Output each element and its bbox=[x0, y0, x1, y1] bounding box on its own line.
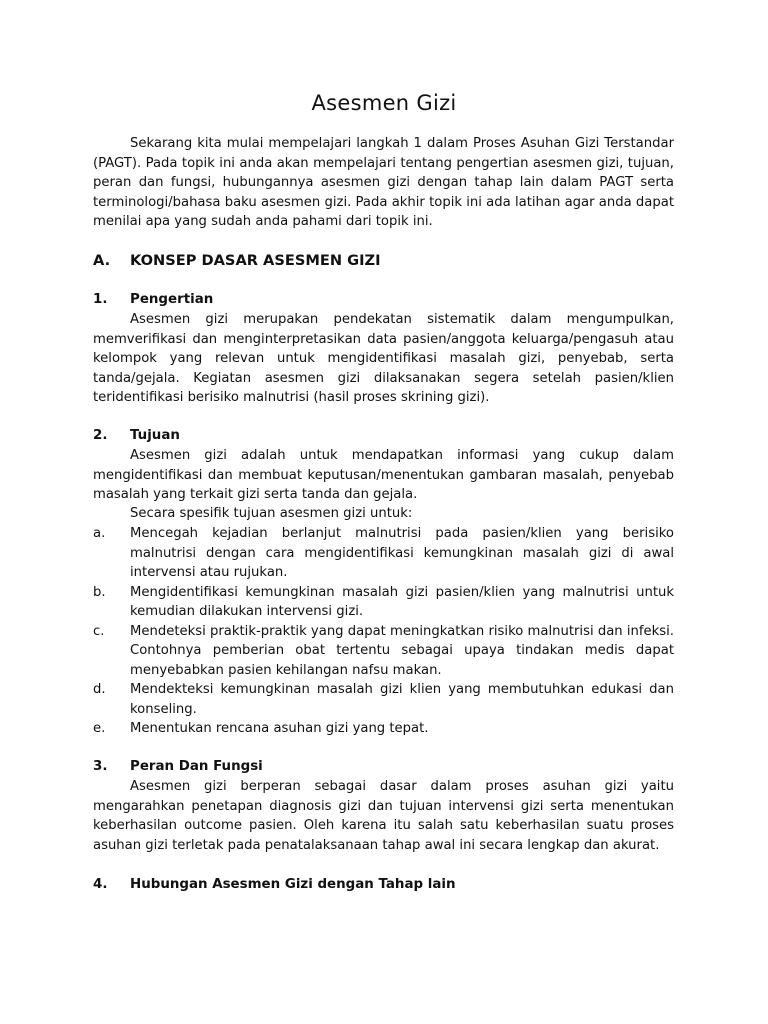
list-marker: c. bbox=[93, 623, 105, 639]
list-item-text: Mendeteksi praktik-praktik yang dapat meningkatkan risiko malnutrisi dan infeksi. Contohnya pemberian obat tertentu sebagai upaya tindakan medis dapat menyebabkan pasien kehilangan nafsu makan. bbox=[130, 623, 674, 678]
subsection-2-title: Tujuan bbox=[130, 428, 180, 443]
subsection-1-number: 1. bbox=[93, 292, 108, 307]
list-marker: e. bbox=[93, 721, 106, 736]
list-item-text: Menentukan rencana asuhan gizi yang tepat. bbox=[130, 721, 429, 736]
peran-fungsi-paragraph: Asesmen gizi berperan sebagai dasar dalam proses asuhan gizi yaitu mengarahkan penetapan diagnosis gizi dan tujuan intervensi gizi serta menentukan keberhasilan outcome pasien. Oleh karena itu salah satu keberhasilan suatu proses asuhan gizi terletak pada penatalaksanaan tahap awal ini secara lengkap dan akurat. bbox=[93, 779, 674, 853]
intro-paragraph: Sekarang kita mulai mempelajari langkah 1 dalam Proses Asuhan Gizi Terstandar (PAGT). Pada topik ini anda akan mempelajari tentang pengertian asesmen gizi, tujuan, peran dan fungsi, hubungannya asesmen gizi dengan tahap lain dalam PAGT serta terminologi/bahasa baku asesmen gizi. Pada akhir topik ini ada latihan agar anda dapat menilai apa yang sudah anda pahami dari topik ini. bbox=[93, 136, 674, 229]
list-item bbox=[93, 583, 674, 622]
list-item-text: Mengidentifikasi kemungkinan masalah gizi pasien/klien yang malnutrisi untuk kemudian dilakukan intervensi gizi. bbox=[130, 584, 674, 619]
list-marker: b. bbox=[93, 584, 106, 600]
tujuan-paragraph: Asesmen gizi adalah untuk mendapatkan informasi yang cukup dalam mengidentifikasi dan membuat keputusan/menentukan gambaran masalah, penyebab masalah yang terkait gizi serta tanda dan gejala. bbox=[93, 448, 674, 502]
pengertian-paragraph: Asesmen gizi merupakan pendekatan sistematik dalam mengumpulkan, memverifikasi dan menginterpretasikan data pasien/anggota keluarga/pengasuh atau kelompok yang relevan untuk mengidentifikasi masalah gizi, penyebab, serta tanda/gejala. Kegiatan asesmen gizi dilaksanakan segera setelah pasien/klien teridentifikasi berisiko malnutrisi (hasil proses skrining gizi). bbox=[93, 312, 674, 405]
section-a-heading bbox=[93, 251, 674, 271]
subsection-2-number: 2. bbox=[93, 428, 108, 443]
list-item bbox=[93, 622, 674, 681]
list-marker: d. bbox=[93, 682, 106, 697]
tujuan-list bbox=[93, 524, 674, 739]
list-item bbox=[93, 719, 674, 739]
list-item-text: Mencegah kejadian berlanjut malnutrisi pada pasien/klien yang berisiko malnutrisi dengan cara mengidentifikasi kemungkinan masalah gizi di awal intervensi atau rujukan. bbox=[130, 526, 674, 580]
subsection-3-heading bbox=[93, 757, 674, 777]
subsection-2-heading bbox=[93, 426, 674, 446]
list-marker: a. bbox=[93, 526, 106, 541]
list-item bbox=[93, 524, 674, 583]
subsection-3-number: 3. bbox=[93, 759, 108, 774]
subsection-4-heading bbox=[93, 875, 674, 895]
section-a-title: KONSEP DASAR ASESMEN GIZI bbox=[130, 252, 381, 269]
subsection-4-number: 4. bbox=[93, 877, 108, 892]
subsection-1-heading bbox=[93, 290, 674, 310]
tujuan-list-intro: Secara spesifik tujuan asesmen gizi untuk: bbox=[130, 506, 413, 521]
subsection-1-title: Pengertian bbox=[130, 292, 214, 307]
section-a-number: A. bbox=[93, 252, 111, 269]
list-item-text: Mendekteksi kemungkinan masalah gizi klien yang membutuhkan edukasi dan konseling. bbox=[130, 682, 674, 717]
subsection-3-title: Peran Dan Fungsi bbox=[130, 759, 263, 774]
subsection-4-title: Hubungan Asesmen Gizi dengan Tahap lain bbox=[130, 877, 456, 892]
list-item bbox=[93, 680, 674, 719]
document-title: Asesmen Gizi bbox=[311, 91, 457, 115]
